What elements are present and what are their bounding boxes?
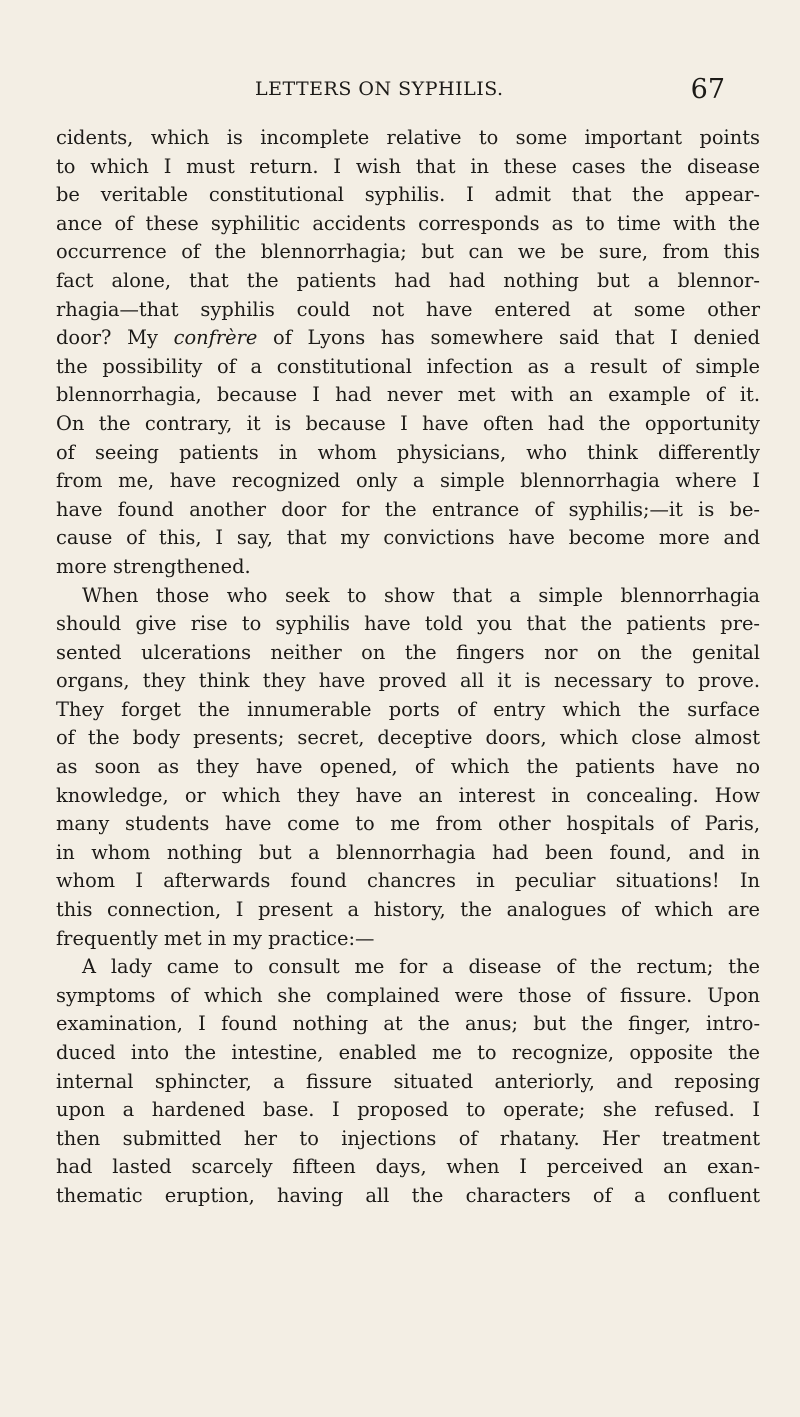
text-line: have found another door for the entrance of syphilis;—it is be- xyxy=(56,497,760,521)
body-text xyxy=(56,124,760,1211)
running-head xyxy=(255,74,725,108)
text-line: blennorrhagia, because I had never met with an example of it. xyxy=(56,383,760,407)
text-line: this connection, I present a history, the analogues of which are xyxy=(56,898,760,922)
text-line: A lady came to consult me for a disease of the rectum; the xyxy=(82,955,760,979)
text-line: rhagia—that syphilis could not have entered at some other xyxy=(56,297,760,321)
text-line: in whom nothing but a blennorrhagia had been found, and in xyxy=(56,840,760,864)
text-line: sented ulcerations neither on the fingers nor on the genital xyxy=(56,640,760,664)
text-line: many students have come to me from other hospitals of Paris, xyxy=(56,812,760,836)
text-line: upon a hardened base. I proposed to operate; she refused. I xyxy=(56,1098,760,1122)
text-line: the possibility of a constitutional infection as a result of simple xyxy=(56,354,760,378)
text-line: to which I must return. I wish that in these cases the disease xyxy=(56,154,760,178)
running-title: LETTERS ON SYPHILIS. xyxy=(255,78,504,100)
text-line: of the body presents; secret, deceptive doors, which close almost xyxy=(56,726,760,750)
text-line: thematic eruption, having all the characters of a confluent xyxy=(56,1183,760,1207)
text-line: fact alone, that the patients had had nothing but a blennor- xyxy=(56,268,760,292)
text-line: ance of these syphilitic accidents corresponds as to time with the xyxy=(56,211,760,235)
page-number: 67 xyxy=(690,74,725,105)
text-line: organs, they think they have proved all it is necessary to prove. xyxy=(56,669,760,693)
text-line: then submitted her to injections of rhatany. Her treatment xyxy=(56,1126,760,1150)
text-line: internal sphincter, a fissure situated anteriorly, and reposing xyxy=(56,1069,760,1093)
text-line: examination, I found nothing at the anus; but the finger, intro- xyxy=(56,1012,760,1036)
text-line: of seeing patients in whom physicians, who think differently xyxy=(56,440,760,464)
text-line: had lasted scarcely fifteen days, when I perceived an exan- xyxy=(56,1155,760,1179)
text-line: On the contrary, it is because I have often had the opportunity xyxy=(56,411,760,435)
text-line: whom I afterwards found chancres in peculiar situations! In xyxy=(56,869,760,893)
text-segment: of Lyons has somewhere said that I denied xyxy=(257,326,760,350)
text-line: occurrence of the blennorrhagia; but can we be sure, from this xyxy=(56,240,760,264)
text-line: more strengthened. xyxy=(56,554,251,578)
text-line: They forget the innumerable ports of entry which the surface xyxy=(56,697,760,721)
text-line: frequently met in my practice:— xyxy=(56,926,375,950)
text-line: cause of this, I say, that my convictions have become more and xyxy=(56,526,760,550)
text-line: knowledge, or which they have an interest in concealing. How xyxy=(56,783,760,807)
text-line: from me, have recognized only a simple blennorrhagia where I xyxy=(56,469,760,493)
text-line: symptoms of which she complained were those of fissure. Upon xyxy=(56,983,760,1007)
text-segment: door? My xyxy=(56,326,174,350)
italic-word: confrère xyxy=(173,326,258,350)
text-line: as soon as they have opened, of which the patients have no xyxy=(56,755,760,779)
text-line: should give rise to syphilis have told you that the patients pre- xyxy=(56,612,760,636)
text-line: be veritable constitutional syphilis. I admit that the appear- xyxy=(56,183,760,207)
text-line: cidents, which is incomplete relative to some important points xyxy=(56,126,760,149)
text-line xyxy=(56,324,760,353)
text-line: duced into the intestine, enabled me to recognize, opposite the xyxy=(56,1041,760,1064)
text-line: When those who seek to show that a simple blennorrhagia xyxy=(82,583,760,607)
